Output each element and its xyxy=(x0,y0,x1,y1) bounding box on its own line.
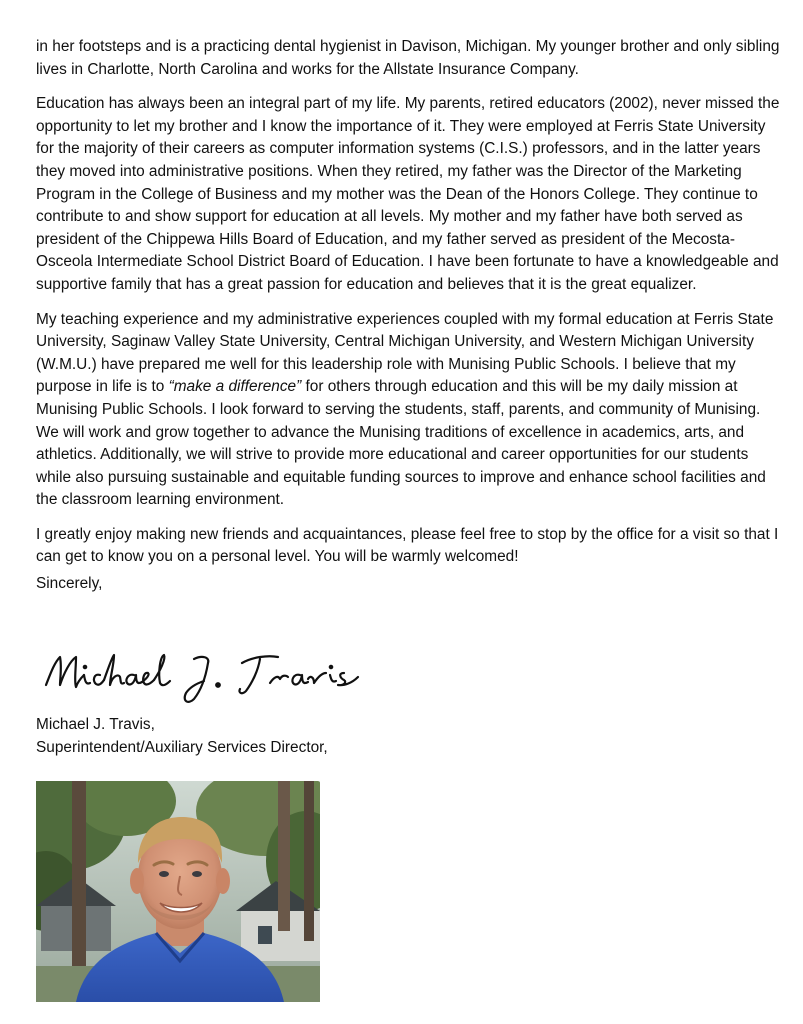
signature-block xyxy=(36,714,328,759)
paragraph-experience-end: for others through education and this will be my daily mission at Munising Public Schools. I look forward to serving the students, staff, parents, and community of Munising. We will work and grow together to advance the Munising traditions of excellence in academics, arts, and athletics. Additionally, we will strive to provide more educational and career opportunities for our students while also pursuing sustainable and equitable funding sources to improve and enhance school facilities and the classroom learning environment. xyxy=(36,378,766,509)
closing: Sincerely, xyxy=(36,575,103,593)
signer-name: Michael J. Travis, xyxy=(36,716,155,733)
paragraph-family: in her footsteps and is a practicing dental hygienist in Davison, Michigan. My younger brother and only sibling lives in Charlotte, North Carolina and works for the Allstate Insurance Company. xyxy=(36,38,780,78)
paragraph-welcome: I greatly enjoy making new friends and acquaintances, please feel free to stop by the office for a visit so that I can get to know you on a personal level. You will be warmly welcomed! xyxy=(36,525,779,566)
paragraph-education: Education has always been an integral part of my life. My parents, retired educators (2002), never missed the opportunity to let my brother and I know the importance of it. They were employed at Ferris State University for the majority of their careers as computer information systems (C.I.S.) professors, and in the latter years they moved into administrative positions. When they retired, my father was the Director of the Marketing Program in the College of Business and my mother was the Dean of the Honors College. They continue to contribute to and show support for education at all levels. My mother and my father have both served as president of the Chippewa Hills Board of Education, and my father served as president of the Mecosta-Osceola Intermediate School District Board of Education. I have been fortunate to have a knowledgeable and supportive family that has a great passion for education and believes that it is the great equalizer. xyxy=(36,95,780,293)
paragraph-experience xyxy=(36,309,781,512)
handwritten-signature xyxy=(38,645,378,707)
portrait-photo xyxy=(36,781,320,1002)
letter-body xyxy=(36,36,781,608)
make-a-difference-quote: “make a difference” xyxy=(168,378,302,396)
signer-title: Superintendent/Auxiliary Services Director, xyxy=(36,738,328,756)
paragraph-experience-start: My teaching experience and my administrative experiences coupled with my formal education at Ferris State University, Saginaw Valley State University, Central Michigan University, and Western Michigan University (W.M.U.) have prepared me well for this leadership role with Munising Public Schools. I believe that my purpose in life is to xyxy=(36,310,774,396)
